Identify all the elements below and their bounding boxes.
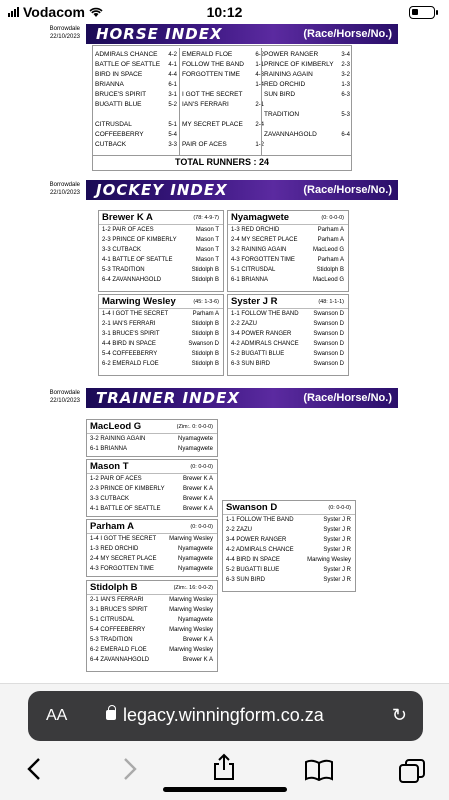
race-horse-number: 5-3 <box>341 112 350 118</box>
associate: Brewer K A <box>182 657 213 663</box>
table-row <box>99 359 223 369</box>
home-indicator[interactable] <box>163 787 287 792</box>
race-horse: 2-1 IAN'S FERRARI <box>102 321 156 327</box>
jockey-box <box>227 210 349 292</box>
race-horse-number: 3-4 <box>341 52 350 58</box>
jockey-stats: (45: 1-3-6) <box>193 299 219 305</box>
race-horse: 6-1 BRIANNA <box>231 277 269 283</box>
race-horse: 5-3 TRADITION <box>90 637 133 643</box>
table-row <box>223 545 355 555</box>
associate: Stidolph B <box>191 331 219 337</box>
associate: Brewer K A <box>182 506 213 512</box>
horse-entry <box>180 90 266 100</box>
race-horse-number: 2-4 <box>255 122 264 128</box>
associate: Swanson D <box>313 361 344 367</box>
horse-name: PAIR OF ACES <box>182 141 227 148</box>
associate: Swanson D <box>313 331 344 337</box>
race-horse-number: 1-2 <box>255 142 264 148</box>
race-horse: 1-3 RED ORCHID <box>231 227 280 233</box>
reload-icon[interactable]: ↻ <box>391 705 407 725</box>
reader-options-button[interactable]: AA <box>46 707 68 724</box>
trainer-header <box>87 460 217 474</box>
table-row <box>223 565 355 575</box>
table-row <box>87 645 217 655</box>
associate: Stidolph B <box>316 267 344 273</box>
trainer-box <box>86 580 218 672</box>
horse-name: ADMIRALS CHANCE <box>95 51 158 58</box>
race-date: Borrowdale 22/10/2023 <box>49 182 80 196</box>
race-horse-number: 4-4 <box>168 72 177 78</box>
table-row <box>223 535 355 545</box>
table-row <box>87 564 217 574</box>
associate: Parham A <box>317 257 344 263</box>
jockey-header <box>99 211 223 225</box>
table-row <box>87 484 217 494</box>
horse-entry <box>262 80 352 90</box>
associate: Syster J R <box>323 577 351 583</box>
section-subtitle: (Race/Horse/No.) <box>303 392 392 404</box>
horse-name: COFFEEBERRY <box>95 131 144 138</box>
horse-entry <box>93 50 179 60</box>
jockey-index-header <box>0 180 449 205</box>
race-horse: 6-3 SUN BIRD <box>231 361 271 367</box>
table-row <box>87 615 217 625</box>
horse-name: RED ORCHID <box>264 81 306 88</box>
horse-entry <box>180 140 266 150</box>
table-row <box>228 255 348 265</box>
associate: Marwing Wesley <box>307 557 351 563</box>
table-row <box>99 349 223 359</box>
section-title: HORSE INDEX <box>96 25 223 43</box>
trainer-box <box>86 459 218 517</box>
table-row <box>228 349 348 359</box>
race-horse-number: 1-3 <box>341 82 350 88</box>
associate: Marwing Wesley <box>169 597 213 603</box>
associate: Stidolph B <box>191 361 219 367</box>
horse-name: POWER RANGER <box>264 51 319 58</box>
race-horse: 3-4 POWER RANGER <box>226 537 287 543</box>
table-row <box>87 494 217 504</box>
horse-name: BRIANNA <box>95 81 124 88</box>
horse-name: MY SECRET PLACE <box>182 121 243 128</box>
table-row <box>87 605 217 615</box>
table-row <box>99 225 223 235</box>
associate: Parham A <box>317 237 344 243</box>
table-row <box>228 245 348 255</box>
share-icon[interactable] <box>212 753 236 781</box>
race-horse: 6-3 SUN BIRD <box>226 577 266 583</box>
associate: Mason T <box>195 237 219 243</box>
horse-entry <box>93 110 179 120</box>
table-row <box>99 245 223 255</box>
race-horse-number: 3-2 <box>341 72 350 78</box>
horse-name: CUTBACK <box>95 141 127 148</box>
horse-name: RAINING AGAIN <box>264 71 313 78</box>
horse-entry <box>93 60 179 70</box>
table-row <box>87 554 217 564</box>
associate: Stidolph B <box>191 351 219 357</box>
trainer-header <box>87 581 217 595</box>
table-row <box>87 595 217 605</box>
horse-entry <box>180 60 266 70</box>
associate: Mason T <box>195 257 219 263</box>
trainer-header <box>87 520 217 534</box>
race-horse: 3-1 BRUCE'S SPIRIT <box>102 331 160 337</box>
table-row <box>87 625 217 635</box>
horse-entry <box>180 70 266 80</box>
race-horse-number: 2-1 <box>255 102 264 108</box>
race-horse-number: 3-1 <box>168 92 177 98</box>
trainer-stats: (Zim:. 0: 0-0-0) <box>176 424 213 430</box>
table-row <box>99 329 223 339</box>
race-horse: 6-2 EMERALD FLOE <box>102 361 159 367</box>
race-horse: 1-4 I GOT THE SECRET <box>102 311 169 317</box>
race-horse: 5-2 BUGATTI BLUE <box>231 351 285 357</box>
back-icon[interactable] <box>26 757 42 781</box>
horse-entry <box>180 50 266 60</box>
tabs-icon[interactable] <box>398 758 426 784</box>
race-horse: 2-2 ZAZU <box>226 527 253 533</box>
race-horse: 2-4 MY SECRET PLACE <box>90 556 157 562</box>
associate: Swanson D <box>313 341 344 347</box>
jockey-box <box>98 294 224 376</box>
clock: 10:12 <box>206 4 243 20</box>
associate: Stidolph B <box>191 267 219 273</box>
section-band <box>86 24 398 44</box>
trainer-stats: (0: 0-0-0) <box>190 464 213 470</box>
associate: Mason T <box>195 247 219 253</box>
race-horse: 1-2 PAIR OF ACES <box>90 476 142 482</box>
table-row <box>99 339 223 349</box>
trainer-box <box>86 419 218 457</box>
race-date: Borrowdale 22/10/2023 <box>49 26 80 40</box>
jockey-stats: (78: 4-9-7) <box>193 215 219 221</box>
race-horse: 6-2 EMERALD FLOE <box>90 647 147 653</box>
trainer-index-header <box>0 388 449 413</box>
associate: Syster J R <box>323 567 351 573</box>
jockey-header <box>228 211 348 225</box>
race-horse: 5-2 BUGATTI BLUE <box>226 567 280 573</box>
race-horse: 1-3 RED ORCHID <box>90 546 139 552</box>
race-horse: 4-3 FORGOTTEN TIME <box>90 566 154 572</box>
horse-name: BATTLE OF SEATTLE <box>95 61 161 68</box>
race-horse-number: 6-3 <box>341 92 350 98</box>
race-horse: 6-4 ZAVANNAHGOLD <box>90 657 150 663</box>
table-row <box>228 225 348 235</box>
race-horse-number: 4-3 <box>255 72 264 78</box>
table-row <box>87 635 217 645</box>
table-row <box>99 319 223 329</box>
race-horse: 5-3 TRADITION <box>102 267 145 273</box>
horse-entry <box>180 80 266 90</box>
race-horse: 2-3 PRINCE OF KIMBERLY <box>90 486 165 492</box>
table-row <box>223 575 355 585</box>
trainer-name: Parham A <box>90 521 134 532</box>
race-horse: 3-3 CUTBACK <box>102 247 142 253</box>
associate: Swanson D <box>313 311 344 317</box>
horse-entry <box>93 90 179 100</box>
table-row <box>228 235 348 245</box>
race-horse: 2-2 ZAZU <box>231 321 258 327</box>
trainer-stats: (Zim:. 16: 0-0-2) <box>173 585 213 591</box>
associate: Stidolph B <box>191 321 219 327</box>
race-horse: 5-4 COFFEEBERRY <box>90 627 146 633</box>
race-horse-number: 1-1 <box>255 62 264 68</box>
horse-entry <box>262 100 352 110</box>
associate: Swanson D <box>313 351 344 357</box>
associate: Mason T <box>195 227 219 233</box>
table-row <box>87 534 217 544</box>
table-row <box>87 444 217 454</box>
jockey-stats: (0: 0-0-0) <box>321 215 344 221</box>
horse-entry <box>180 100 266 110</box>
race-horse: 2-3 PRINCE OF KIMBERLY <box>102 237 177 243</box>
trainer-name: MacLeod G <box>90 421 142 432</box>
race-horse: 4-1 BATTLE OF SEATTLE <box>90 506 161 512</box>
associate: Nyamagwete <box>177 556 213 562</box>
horse-name: IAN'S FERRARI <box>182 101 229 108</box>
horse-entry <box>93 80 179 90</box>
table-row <box>99 235 223 245</box>
status-bar <box>0 0 449 24</box>
associate: Nyamagwete <box>177 617 213 623</box>
race-horse: 5-1 CITRUSDAL <box>231 267 276 273</box>
race-horse: 6-4 ZAVANNAHGOLD <box>102 277 162 283</box>
race-horse: 1-4 I GOT THE SECRET <box>90 536 157 542</box>
associate: MacLeod G <box>312 247 344 253</box>
table-row <box>99 309 223 319</box>
race-horse: 1-2 PAIR OF ACES <box>102 227 154 233</box>
race-horse: 2-4 MY SECRET PLACE <box>231 237 298 243</box>
associate: Brewer K A <box>182 496 213 502</box>
race-horse: 1-1 FOLLOW THE BAND <box>226 517 294 523</box>
jockey-name: Nyamagwete <box>231 212 290 223</box>
horse-name: SUN BIRD <box>264 91 296 98</box>
associate: Marwing Wesley <box>169 647 213 653</box>
horse-name: ZAVANNAHGOLD <box>264 131 317 138</box>
battery-icon <box>409 6 435 19</box>
section-title: JOCKEY INDEX <box>96 181 228 199</box>
table-row <box>87 434 217 444</box>
race-horse: 4-1 BATTLE OF SEATTLE <box>102 257 173 263</box>
horse-entry <box>262 60 352 70</box>
associate: Nyamagwete <box>177 446 213 452</box>
table-row <box>228 329 348 339</box>
table-row <box>87 504 217 514</box>
horse-entry <box>93 140 179 150</box>
race-horse: 3-3 CUTBACK <box>90 496 130 502</box>
horse-name: BRUCE'S SPIRIT <box>95 91 147 98</box>
race-horse: 3-4 POWER RANGER <box>231 331 292 337</box>
race-horse: 4-4 BIRD IN SPACE <box>102 341 156 347</box>
race-horse: 3-2 RAINING AGAIN <box>231 247 287 253</box>
forward-icon[interactable] <box>122 757 138 781</box>
jockey-name: Syster J R <box>231 296 278 307</box>
table-row <box>228 275 348 285</box>
associate: Brewer K A <box>182 476 213 482</box>
horse-entry <box>93 130 179 140</box>
race-horse: 3-2 RAINING AGAIN <box>90 436 146 442</box>
horse-name: PRINCE OF KIMBERLY <box>264 61 334 68</box>
trainer-stats: (0: 0-0-0) <box>190 524 213 530</box>
horse-name: FOLLOW THE BAND <box>182 61 245 68</box>
horse-entry <box>93 120 179 130</box>
table-row <box>228 309 348 319</box>
table-row <box>228 359 348 369</box>
associate: Parham A <box>192 311 219 317</box>
associate: Parham A <box>317 227 344 233</box>
race-horse-number: 6-2 <box>255 52 264 58</box>
horse-entry <box>262 140 352 150</box>
race-horse: 6-1 BRIANNA <box>90 446 128 452</box>
total-runners: TOTAL RUNNERS : 24 <box>93 155 351 168</box>
associate: Swanson D <box>188 341 219 347</box>
horse-entry <box>93 100 179 110</box>
table-row <box>87 655 217 665</box>
associate: Nyamagwete <box>177 566 213 572</box>
race-horse-number: 6-1 <box>168 82 177 88</box>
table-row <box>223 515 355 525</box>
table-row <box>99 255 223 265</box>
trainer-name: Stidolph B <box>90 582 138 593</box>
trainer-box <box>222 500 356 592</box>
race-date: Borrowdale 22/10/2023 <box>49 390 80 404</box>
horse-name: BIRD IN SPACE <box>95 71 143 78</box>
horse-entry <box>262 70 352 80</box>
race-horse-number: 5-1 <box>168 122 177 128</box>
jockey-name: Marwing Wesley <box>102 296 176 307</box>
bookmarks-icon[interactable] <box>304 759 334 781</box>
section-band <box>86 180 398 200</box>
horse-name: BUGATTI BLUE <box>95 101 142 108</box>
race-horse: 2-1 IAN'S FERRARI <box>90 597 144 603</box>
race-horse-number: 4-2 <box>168 52 177 58</box>
race-horse: 4-2 ADMIRALS CHANCE <box>231 341 299 347</box>
associate: Marwing Wesley <box>169 536 213 542</box>
table-row <box>223 525 355 535</box>
jockey-box <box>227 294 349 376</box>
trainer-header <box>223 501 355 515</box>
horse-entry <box>93 70 179 80</box>
associate: Syster J R <box>323 547 351 553</box>
race-horse: 4-4 BIRD IN SPACE <box>226 557 280 563</box>
race-horse-number: 1-4 <box>255 82 264 88</box>
associate: Marwing Wesley <box>169 627 213 633</box>
horse-name: EMERALD FLOE <box>182 51 233 58</box>
table-row <box>87 474 217 484</box>
race-horse: 4-3 FORGOTTEN TIME <box>231 257 295 263</box>
associate: Brewer K A <box>182 637 213 643</box>
jockey-box <box>98 210 224 292</box>
table-row <box>99 275 223 285</box>
table-row <box>228 339 348 349</box>
horse-entry <box>262 130 352 140</box>
associate: Nyamagwete <box>177 436 213 442</box>
race-horse: 5-4 COFFEEBERRY <box>102 351 158 357</box>
lock-icon <box>106 710 116 720</box>
race-horse-number: 4-1 <box>168 62 177 68</box>
horse-entry <box>262 120 352 130</box>
jockey-header <box>228 295 348 309</box>
race-horse: 3-1 BRUCE'S SPIRIT <box>90 607 148 613</box>
associate: MacLeod G <box>312 277 344 283</box>
horse-entry <box>262 110 352 120</box>
url-text[interactable]: legacy.winningform.co.za <box>123 705 324 725</box>
jockey-name: Brewer K A <box>102 212 153 223</box>
horse-entry <box>180 110 266 120</box>
race-horse-number: 5-4 <box>168 132 177 138</box>
jockey-stats: (48: 1-1-1) <box>318 299 344 305</box>
horse-name: I GOT THE SECRET <box>182 91 243 98</box>
race-horse-number: 5-2 <box>168 102 177 108</box>
associate: Marwing Wesley <box>169 607 213 613</box>
race-horse-number: 3-3 <box>168 142 177 148</box>
table-row <box>228 319 348 329</box>
trainer-name: Swanson D <box>226 502 278 513</box>
table-row <box>99 265 223 275</box>
horse-name: TRADITION <box>264 111 300 118</box>
trainer-name: Mason T <box>90 461 129 472</box>
race-horse-number: 6-4 <box>341 132 350 138</box>
associate: Swanson D <box>313 321 344 327</box>
associate: Stidolph B <box>191 277 219 283</box>
jockey-header <box>99 295 223 309</box>
horse-entry <box>262 90 352 100</box>
address-bar[interactable] <box>28 691 423 741</box>
trainer-box <box>86 519 218 577</box>
race-horse: 1-1 FOLLOW THE BAND <box>231 311 299 317</box>
horse-entry <box>262 50 352 60</box>
trainer-stats: (0: 0-0-0) <box>328 505 351 511</box>
associate: Syster J R <box>323 527 351 533</box>
section-subtitle: (Race/Horse/No.) <box>303 28 392 40</box>
race-horse: 4-2 ADMIRALS CHANCE <box>226 547 294 553</box>
associate: Nyamagwete <box>177 546 213 552</box>
table-row <box>228 265 348 275</box>
section-band <box>86 388 398 408</box>
horse-name: FORGOTTEN TIME <box>182 71 241 78</box>
horse-entry <box>180 130 266 140</box>
table-row <box>223 555 355 565</box>
trainer-header <box>87 420 217 434</box>
horse-name: CITRUSDAL <box>95 121 132 128</box>
horse-index-table <box>92 45 352 171</box>
associate: Brewer K A <box>182 486 213 492</box>
horse-entry <box>180 120 266 130</box>
associate: Syster J R <box>323 537 351 543</box>
associate: Syster J R <box>323 517 351 523</box>
section-subtitle: (Race/Horse/No.) <box>303 184 392 196</box>
carrier-name: Vodacom <box>23 4 85 20</box>
race-horse-number: 2-3 <box>341 62 350 68</box>
table-row <box>87 544 217 554</box>
section-title: TRAINER INDEX <box>96 389 240 407</box>
race-horse: 5-1 CITRUSDAL <box>90 617 135 623</box>
